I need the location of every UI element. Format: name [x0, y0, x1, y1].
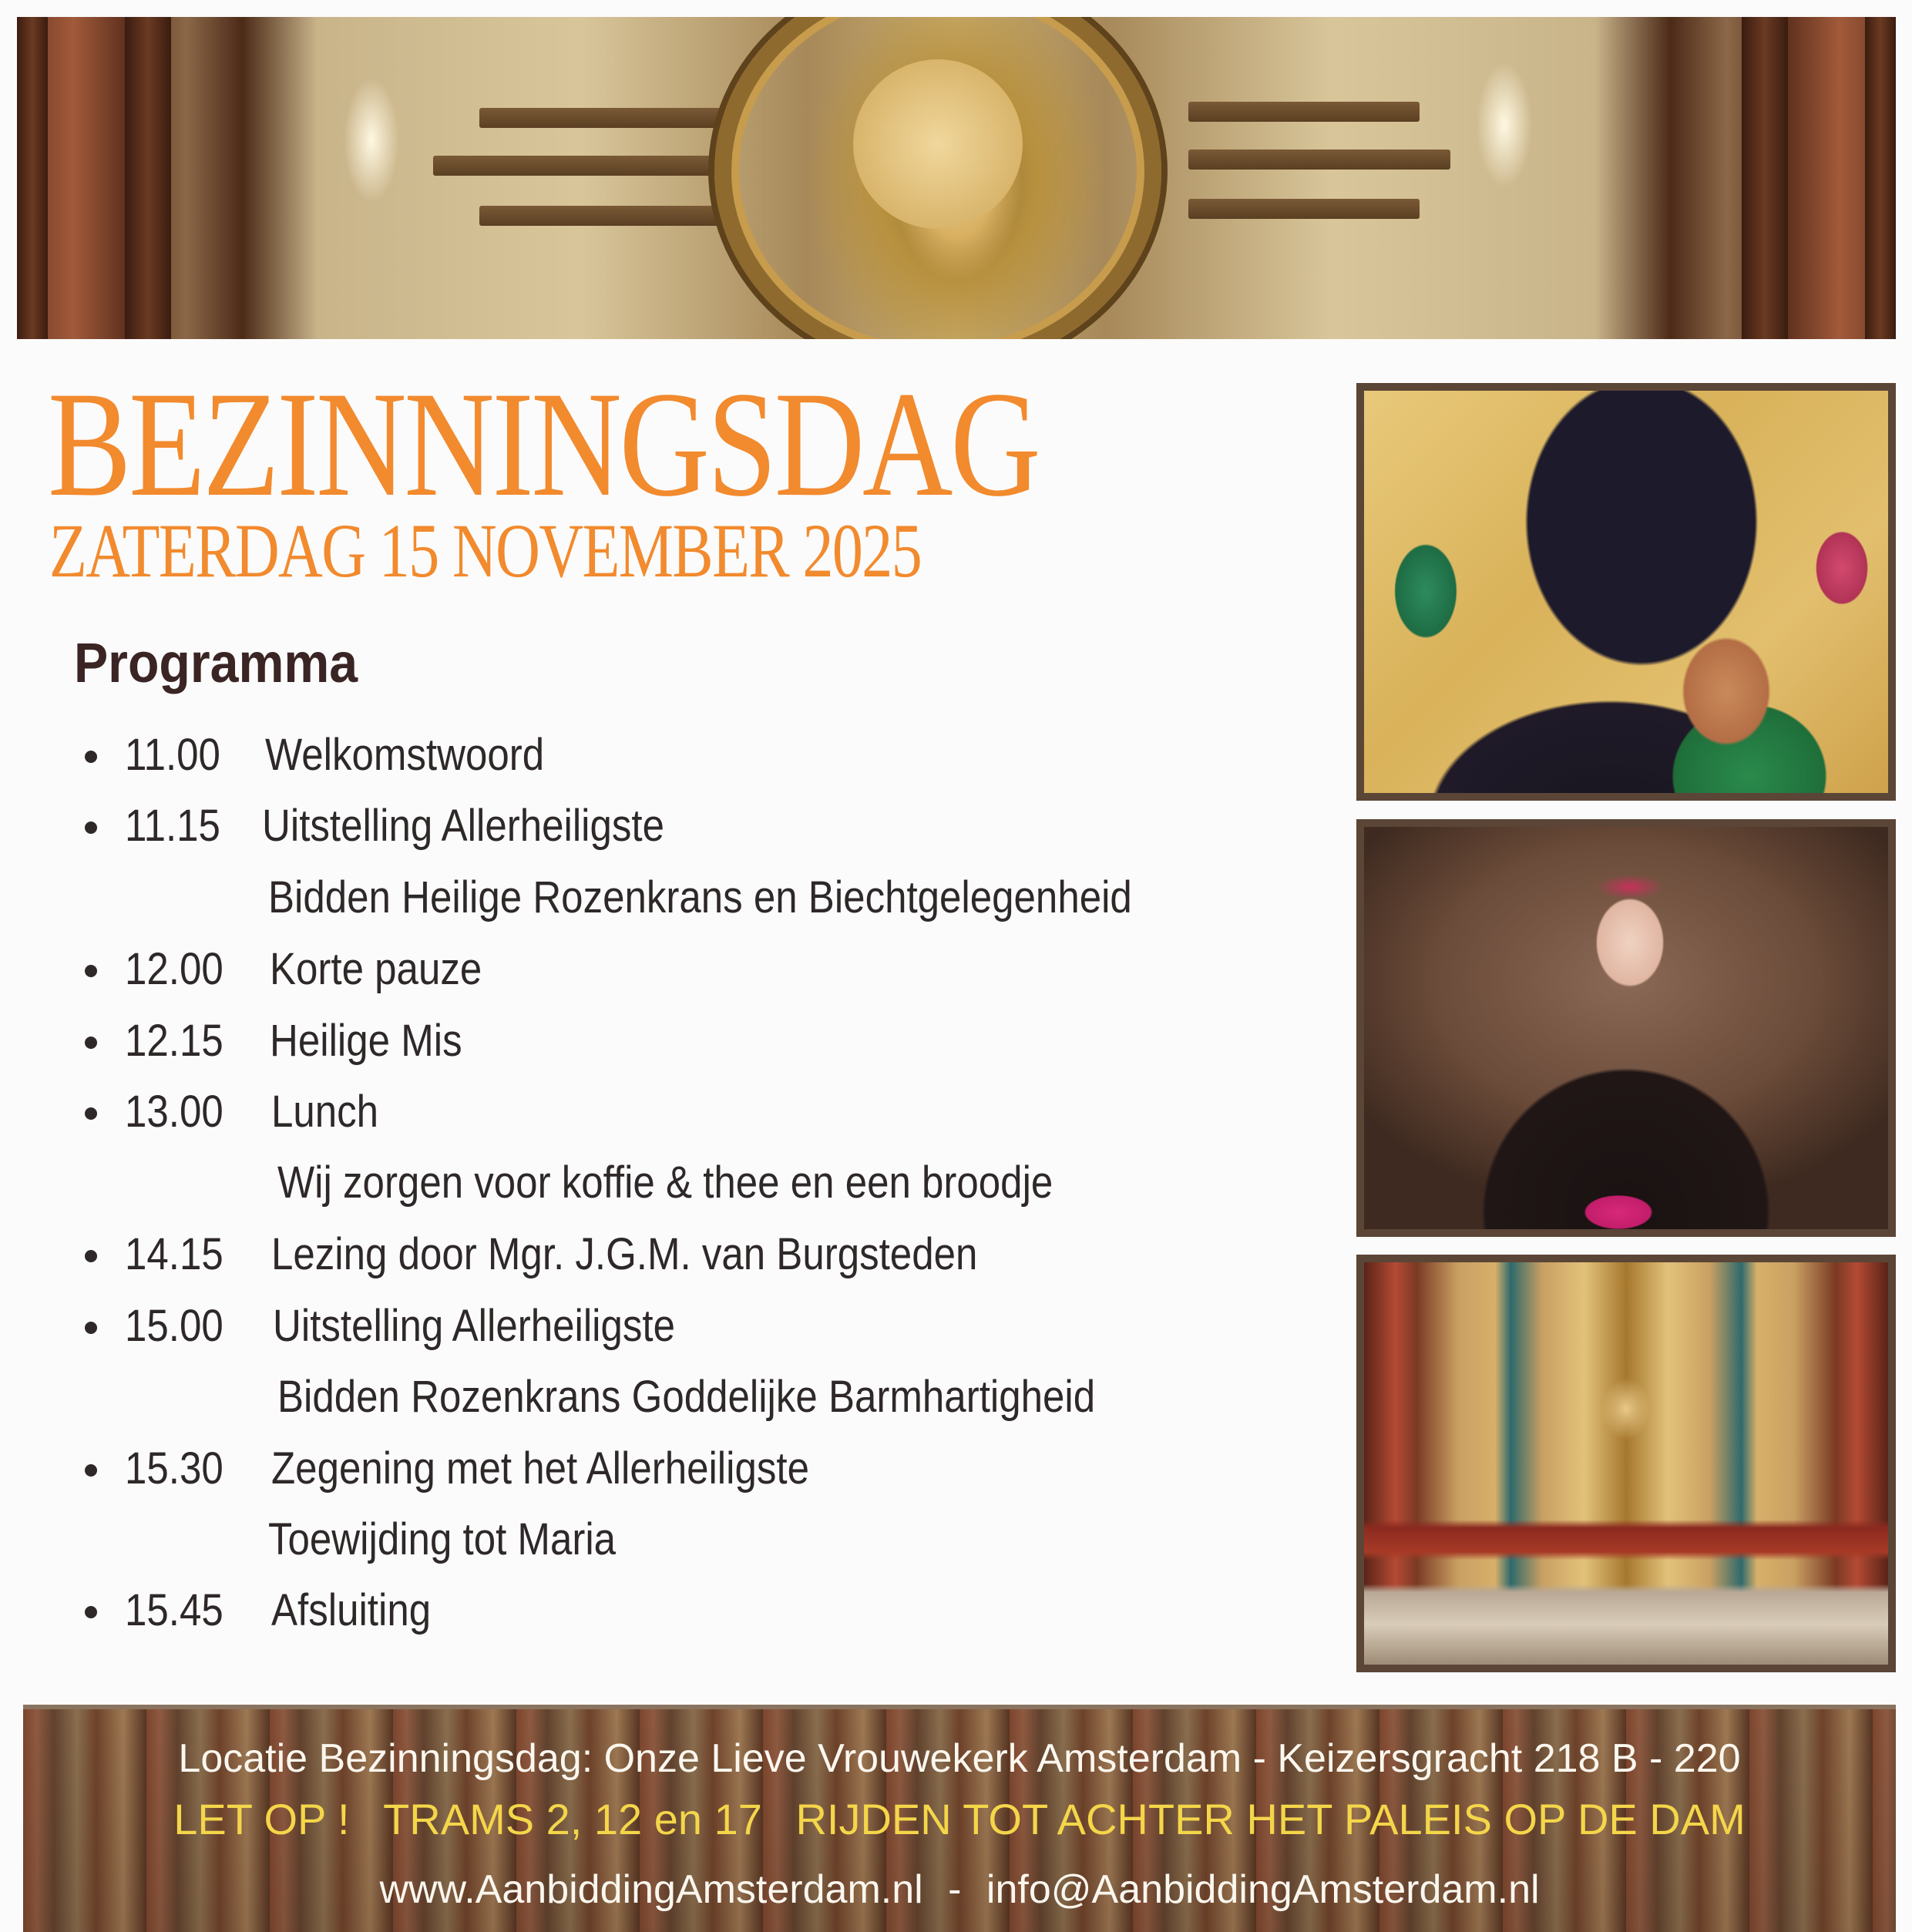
location-text: Locatie Bezinningsdag: Onze Lieve Vrouwekerk Amsterdam - Keizersgracht 218 B - 220	[178, 1736, 1741, 1781]
monstrance-ray	[1188, 199, 1420, 219]
program-time: 12.00	[125, 944, 223, 994]
monstrance-ray	[479, 206, 734, 226]
bullet-icon	[85, 822, 97, 834]
program-time: 15.30	[125, 1443, 223, 1494]
tram-warning	[23, 1794, 1896, 1844]
bullet-icon	[85, 1107, 97, 1120]
website-link[interactable]: www.AanbiddingAmsterdam.nl	[379, 1867, 923, 1912]
banner-monstrance-image	[17, 17, 1896, 339]
program-heading: Programma	[74, 633, 358, 694]
program-label: Uitstelling Allerheiligste	[273, 1301, 675, 1351]
contact-line	[23, 1866, 1896, 1913]
monstrance-ray	[479, 108, 734, 128]
program-time: 13.00	[125, 1087, 223, 1137]
icon-our-lady-image	[1356, 383, 1896, 801]
program-time: 11.00	[125, 730, 220, 780]
pew-left-decoration	[125, 17, 171, 339]
program-sublabel: Wij zorgen voor koffie & thee en een broodje	[277, 1158, 1053, 1208]
monstrance-ray	[1188, 150, 1450, 170]
bullet-icon	[85, 1464, 97, 1477]
warning-prefix: LET OP !	[173, 1795, 350, 1843]
bullet-icon	[85, 1322, 97, 1334]
program-sublabel: Bidden Rozenkrans Goddelijke Barmhartigheid	[277, 1372, 1096, 1422]
program-label: Uitstelling Allerheiligste	[262, 801, 664, 851]
pew-right-decoration	[1865, 17, 1896, 339]
monstrance-ray	[433, 156, 734, 176]
program-label: Heilige Mis	[270, 1016, 462, 1066]
warning-trams: TRAMS 2, 12 en 17	[383, 1795, 762, 1843]
program-label: Zegening met het Allerheiligste	[271, 1443, 809, 1494]
email-link[interactable]: info@AanbiddingAmsterdam.nl	[986, 1867, 1540, 1912]
bishop-portrait-image	[1356, 819, 1896, 1237]
program-label: Welkomstwoord	[265, 730, 545, 780]
bullet-icon	[85, 1037, 97, 1049]
program-time: 12.15	[125, 1016, 223, 1066]
monstrance-ray	[1188, 102, 1420, 122]
footer-banner	[23, 1705, 1896, 1932]
program-label: Lezing door Mgr. J.G.M. van Burgsteden	[271, 1229, 978, 1279]
program-time: 15.45	[125, 1585, 223, 1635]
pew-left-decoration	[17, 17, 48, 339]
pew-right-decoration	[1742, 17, 1788, 339]
program-sublabel: Toewijding tot Maria	[268, 1514, 617, 1564]
program-time: 11.15	[125, 801, 220, 851]
church-altar-image	[1356, 1255, 1896, 1672]
program-time: 14.15	[125, 1229, 223, 1279]
bullet-icon	[85, 1606, 97, 1618]
program-sublabel: Bidden Heilige Rozenkrans en Biechtgelegenheid	[268, 872, 1132, 922]
warning-text: RIJDEN TOT ACHTER HET PALEIS OP DE DAM	[795, 1795, 1746, 1843]
program-time: 15.00	[125, 1301, 223, 1351]
event-date: ZATERDAG 15 NOVEMBER 2025	[49, 508, 922, 593]
program-label: Lunch	[271, 1087, 379, 1137]
separator: -	[948, 1867, 962, 1912]
monstrance-host	[853, 59, 1023, 229]
page-title: BEZINNINGSDAG	[48, 361, 1039, 528]
bullet-icon	[85, 965, 97, 977]
bullet-icon	[85, 1250, 97, 1262]
program-label: Afsluiting	[271, 1585, 432, 1635]
bullet-icon	[85, 751, 97, 763]
program-label: Korte pauze	[270, 944, 482, 994]
